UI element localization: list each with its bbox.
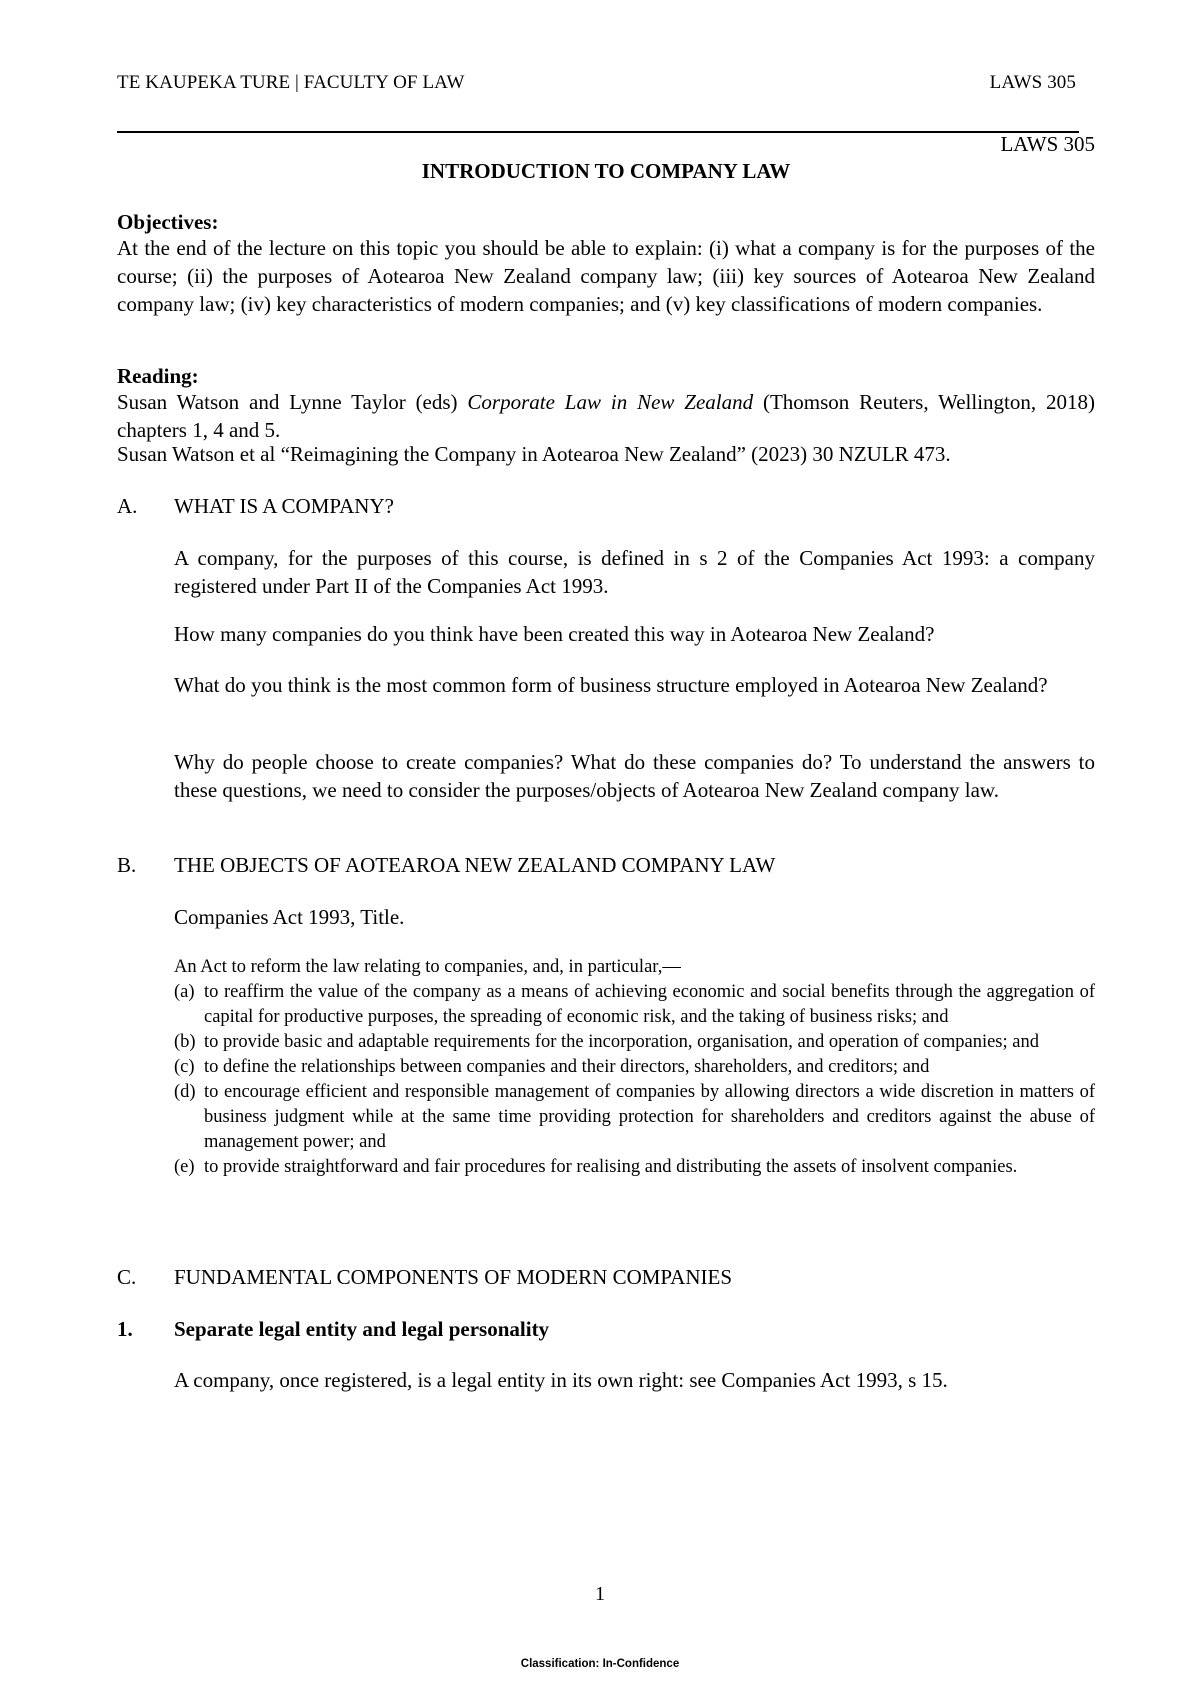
section-b-title: THE OBJECTS OF AOTEAROA NEW ZEALAND COMPANY LAW	[174, 853, 776, 877]
section-c-title: FUNDAMENTAL COMPONENTS OF MODERN COMPANIES	[174, 1265, 732, 1289]
objectives-text: At the end of the lecture on this topic you should be able to explain: (i) what a company is for the purposes of the course; (ii) the purposes of Aotearoa New Zealand company law; (iii) key sources of Aotearoa New Zealand company law; (iv) key characteristics of modern companies; and (v) key classifications of modern companies.	[117, 236, 1095, 316]
statute-item-text: to define the relationships between companies and their directors, shareholders, and creditors; and	[204, 1057, 930, 1077]
page-title: INTRODUCTION TO COMPANY LAW	[421, 159, 791, 183]
statute-item-label: (a)	[174, 982, 195, 1002]
classification-label: Classification: In-Confidence	[520, 1658, 680, 1670]
subsection-1-title: Separate legal entity and legal personality	[174, 1317, 550, 1341]
reading-item-1-authors: Susan Watson and Lynne Taylor (eds)	[117, 390, 468, 414]
statute-item-text: to encourage efficient and responsible management of companies by allowing directors a wide discretion in matters of business judgment while at the same time providing protection for shareholders and creditors against the abuse of management power; and	[204, 1082, 1095, 1152]
statute-item-d	[174, 1080, 1095, 1155]
section-a-paragraph-3: What do you think is the most common form of business structure employed in Aotearoa New Zealand?	[174, 673, 1048, 697]
reading-item-1-title: Corporate Law in New Zealand	[467, 390, 754, 414]
statute-item-e	[174, 1155, 1095, 1180]
section-a-paragraph-4: Why do people choose to create companies? What do these companies do? To understand the answers to these questions, we need to consider the purposes/objects of Aotearoa New Zealand company law.	[174, 750, 1095, 802]
statute-item-text: to provide basic and adaptable requirements for the incorporation, organisation, and operation of companies; and	[204, 1032, 1039, 1052]
statute-item-label: (c)	[174, 1057, 195, 1077]
page-number: 1	[595, 1583, 605, 1605]
reading-item-1-details: (Thomson Reuters, Wellington, 2018) chapters 1, 4 and 5.	[117, 390, 1095, 442]
statute-item-c	[174, 1055, 1095, 1080]
statute-item-b	[174, 1030, 1095, 1055]
section-b-number: B.	[117, 853, 137, 877]
objectives-heading: Objectives:	[117, 210, 219, 234]
section-a-paragraph-2: How many companies do you think have been created this way in Aotearoa New Zealand?	[174, 622, 935, 646]
reading-heading: Reading:	[117, 364, 199, 388]
statute-item-label: (b)	[174, 1032, 196, 1052]
statute-quote-intro: An Act to reform the law relating to companies, and, in particular,—	[174, 957, 681, 977]
reading-item-1	[117, 388, 1095, 444]
statute-item-label: (d)	[174, 1082, 196, 1102]
section-a-number: A.	[117, 494, 138, 518]
statute-quote	[174, 955, 1095, 1180]
section-c-number: C.	[117, 1265, 137, 1289]
section-b-source: Companies Act 1993, Title.	[174, 905, 405, 929]
statute-item-label: (e)	[174, 1157, 195, 1177]
statute-item-text: to reaffirm the value of the company as a means of achieving economic and social benefits through the aggregation of capital for productive purposes, the spreading of economic risk, and the taking of business risks; and	[204, 982, 1095, 1027]
header-course-code: LAWS 305	[989, 72, 1076, 93]
section-a-paragraph-1: A company, for the purposes of this course, is defined in s 2 of the Companies Act 1993: a company registered under Part II of the Companies Act 1993.	[174, 546, 1095, 598]
header-faculty: TE KAUPEKA TURE | FACULTY OF LAW	[117, 72, 465, 93]
subsection-1-paragraph-1: A company, once registered, is a legal entity in its own right: see Companies Act 1993, s 15.	[174, 1368, 948, 1392]
statute-item-a	[174, 980, 1095, 1030]
section-a-title: WHAT IS A COMPANY?	[174, 494, 394, 518]
reading-item-2: Susan Watson et al “Reimagining the Company in Aotearoa New Zealand” (2023) 30 NZULR 473.	[117, 442, 951, 466]
course-code: LAWS 305	[1000, 132, 1095, 156]
subsection-1-number: 1.	[117, 1317, 133, 1341]
statute-item-text: to provide straightforward and fair procedures for realising and distributing the assets of insolvent companies.	[204, 1157, 1018, 1177]
